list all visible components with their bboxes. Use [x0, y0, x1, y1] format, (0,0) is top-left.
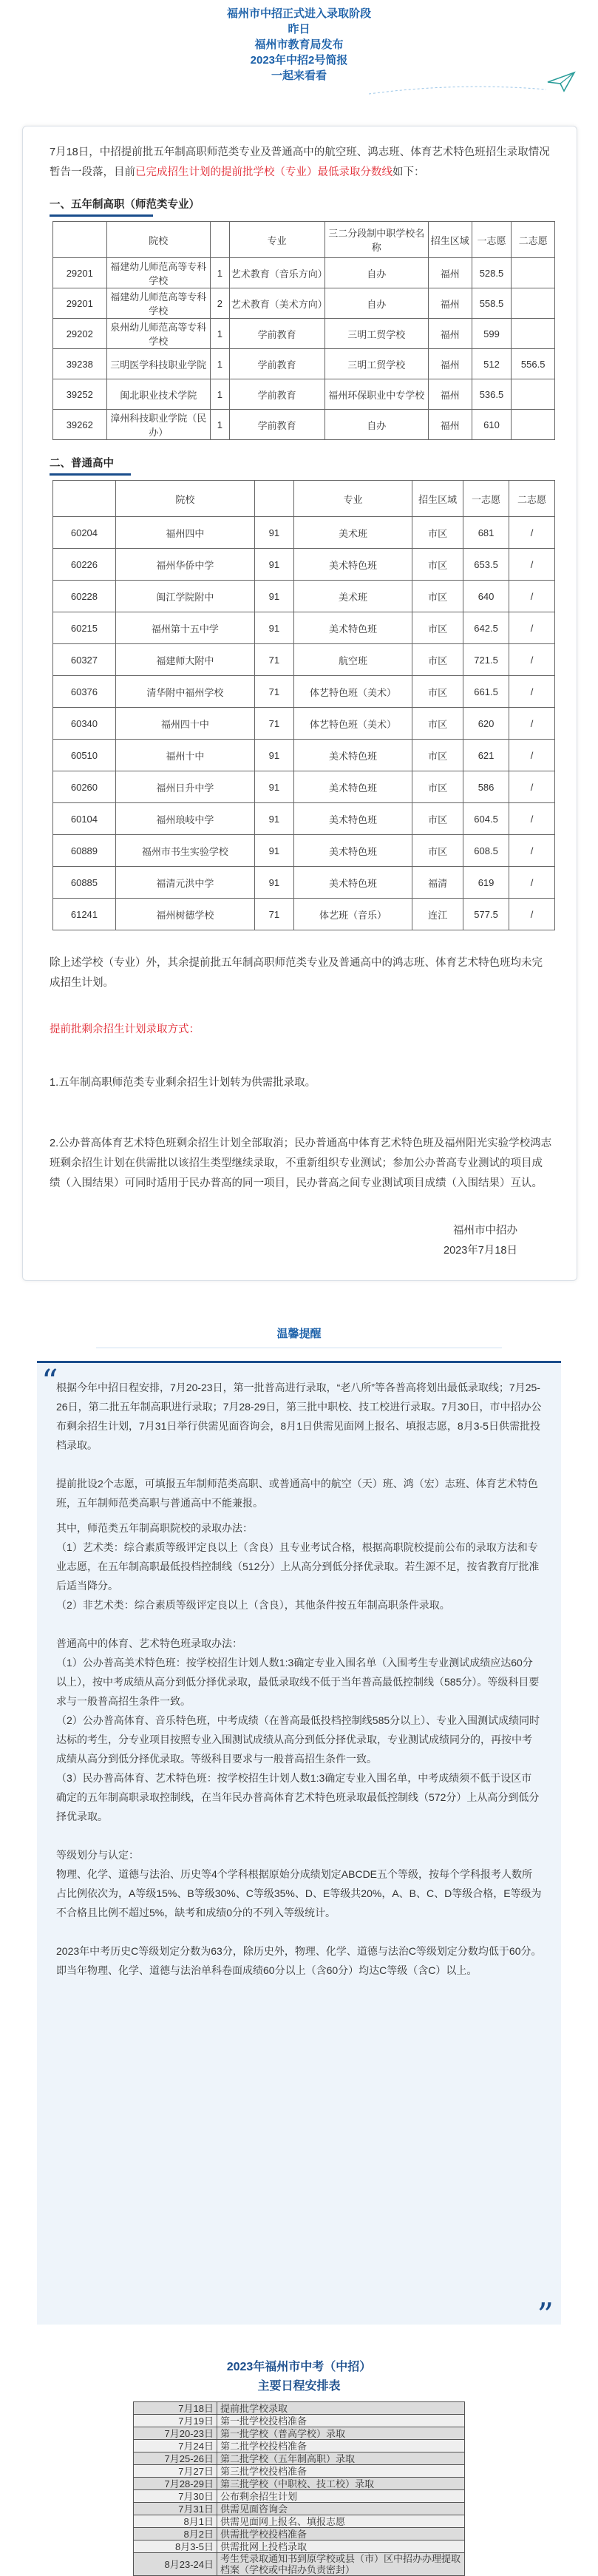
schedule-subtitle: 主要日程安排表 [257, 2380, 341, 2393]
table-cell: 39262 [53, 410, 107, 440]
table-cell: 586 [463, 771, 509, 803]
table-cell [512, 410, 555, 440]
table-cell: 闽北职业技术学院 [106, 379, 210, 410]
table-cell [512, 379, 555, 410]
schedule-event: 供需见面咨询会 [217, 2503, 465, 2515]
table-cell: 619 [463, 867, 509, 899]
schedule-event: 供需批网上投档录取 [217, 2540, 465, 2553]
schedule-row [134, 2478, 465, 2490]
table-cell: 661.5 [463, 676, 509, 708]
table-cell: 29201 [53, 288, 107, 319]
table-cell: 91 [254, 581, 293, 612]
table-cell: 美术特色班 [293, 803, 412, 835]
schedule-table [133, 2401, 465, 2576]
table-cell: / [509, 708, 555, 740]
tips-paragraph-2: 提前批设2个志愿，可填报五年制师范类高职、或普通高中的航空（天）班、鸿（宏）志班、体育艺术特色班，五年制师范类高职与普通高中不能兼报。 [56, 1478, 538, 1509]
table-cell: 艺术教育（美术方向） [229, 288, 325, 319]
table-cell: / [509, 581, 555, 612]
table-cell: 91 [254, 771, 293, 803]
remaining-item-2: 2.公办普高体育艺术特色班剩余招生计划全部取消；民办普通高中体育艺术特色班及福州阳光实验学校鸿志班剩余招生计划在供需批以该招生类型继续录取，不重新组织专业测试；参加公办普高专业测试的项目成绩（入围结果）可同时适用于民办普高的同一项目，民办普高之间专业测试项目成绩（入围结果）互认。 [50, 1137, 552, 1189]
schedule-date: 7月20-23日 [134, 2427, 217, 2440]
tips-highschool-2: （2）公办普高体育、音乐特色班，中考成绩（在普高最低投档控制线585分以上）、专业入围测试成绩同时达标的考生，分专业项目按照专业入围测试成绩从高分到低分择优录取，专业测试成绩同分的，再按中考成绩从高分到低分择优录取。等级科目要求与一般普高招生条件一致。 [56, 1714, 540, 1765]
table-cell: 681 [463, 517, 509, 549]
high-school-table [52, 480, 555, 930]
table-cell: 连江 [412, 899, 463, 930]
tips-subtitle-vocational: 其中，师范类五年制高职院校的录取办法： [56, 1522, 253, 1534]
table-cell: 三明医学科技职业学院 [106, 349, 210, 379]
table-cell: 市区 [412, 581, 463, 612]
schedule-row [134, 2402, 465, 2415]
table-cell: 71 [254, 708, 293, 740]
signature-org: 福州市中招办 [453, 1225, 517, 1237]
table-cell: 1 [211, 319, 230, 349]
table-cell: 美术特色班 [293, 740, 412, 771]
table-header-cell [254, 481, 293, 517]
table-header-cell: 院校 [106, 222, 210, 258]
intro-text: 7月18日，中招提前批五年制高职师范类专业及普通高中的航空班、鸿志班、体育艺术特色班招生录取情况暂告一段落，目前 [50, 146, 550, 178]
table-row [53, 379, 555, 410]
schedule-row [134, 2427, 465, 2440]
plane-trail-decoration [369, 85, 546, 95]
paper-plane-icon [546, 70, 576, 92]
table-cell: 学前教育 [229, 319, 325, 349]
schedule-title: 2023年福州市中考（中招） [226, 2361, 372, 2373]
tips-vocational-art: （1）艺术类：综合素质等级评定良以上（含良）且专业考试合格，根据高职院校提前公布的录取方法和专业志愿，在五年制高职最低投档控制线（512分）上从高分到低分择优录取。若生源不足，按省教育厅批准后适当降分。 [56, 1541, 540, 1592]
table-cell: 653.5 [463, 549, 509, 581]
table-cell: 29201 [53, 258, 107, 288]
table-cell: 599 [472, 319, 512, 349]
tips-highschool-1: （1）公办普高美术特色班：按学校招生计划人数1:3确定专业入围名单（入围考生专业测试成绩应达60分以上），按中考成绩从高分到低分择优录取，最低录取线不低于当年普高最低控制线（585分）。等级科目要求与一般普高招生条件一致。 [56, 1657, 540, 1707]
schedule-row [134, 2553, 465, 2576]
table-cell: 市区 [412, 835, 463, 867]
table-cell: 91 [254, 803, 293, 835]
table-cell: 2 [211, 288, 230, 319]
table-cell: 91 [254, 835, 293, 867]
table-cell: 91 [254, 549, 293, 581]
table-cell: 71 [254, 676, 293, 708]
table-cell: 航空班 [293, 644, 412, 676]
signature-date: 2023年7月18日 [444, 1245, 517, 1257]
table-cell [512, 258, 555, 288]
table-cell: 39252 [53, 379, 107, 410]
tips-box [37, 1361, 561, 2334]
schedule-event: 第三批学校投档准备 [217, 2465, 465, 2478]
table-cell: 39238 [53, 349, 107, 379]
table-cell: 体艺特色班（美术） [293, 676, 412, 708]
table-row [53, 676, 555, 708]
tips-subtitle-grades: 等级划分与认定： [56, 1849, 139, 1861]
table-cell: 29202 [53, 319, 107, 349]
schedule-date: 7月30日 [134, 2490, 217, 2503]
announcement-card [22, 126, 577, 1281]
table-cell: 621 [463, 740, 509, 771]
header-line-3: 福州市教育局发布 [254, 38, 344, 51]
table-cell: 自办 [325, 288, 428, 319]
table-cell: 91 [254, 517, 293, 549]
table-cell: / [509, 899, 555, 930]
table-header-cell: 院校 [115, 481, 254, 517]
table-cell: 美术特色班 [293, 867, 412, 899]
table-cell: 福州琅岐中学 [115, 803, 254, 835]
table-cell: 体艺班（音乐） [293, 899, 412, 930]
schedule-row [134, 2503, 465, 2515]
table-cell: 市区 [412, 771, 463, 803]
tips-title: 温馨提醒 [276, 1328, 322, 1340]
table-cell: 福州 [429, 379, 472, 410]
table-cell: 60204 [53, 517, 116, 549]
table-row [53, 708, 555, 740]
schedule-date: 7月18日 [134, 2402, 217, 2415]
table-cell: 福州四中 [115, 517, 254, 549]
table-cell: 620 [463, 708, 509, 740]
schedule-event: 第二批学校投档准备 [217, 2440, 465, 2452]
table-cell: 福州 [429, 349, 472, 379]
table-cell: 1 [211, 349, 230, 379]
table-header-cell: 专业 [293, 481, 412, 517]
table-cell: 清华附中福州学校 [115, 676, 254, 708]
table-cell: 60104 [53, 803, 116, 835]
table-cell: 福州日升中学 [115, 771, 254, 803]
table-cell: 福州树德学校 [115, 899, 254, 930]
schedule-event: 公布剩余招生计划 [217, 2490, 465, 2503]
table-cell: 60215 [53, 612, 116, 644]
table-cell: 美术特色班 [293, 549, 412, 581]
schedule-event: 提前批学校录取 [217, 2402, 465, 2415]
table-cell: / [509, 835, 555, 867]
table-cell: 721.5 [463, 644, 509, 676]
table-cell: 福州第十五中学 [115, 612, 254, 644]
table-cell: 市区 [412, 708, 463, 740]
table-row [53, 349, 555, 379]
schedule-date: 8月1日 [134, 2515, 217, 2528]
table-cell: / [509, 549, 555, 581]
table-row [53, 288, 555, 319]
table-cell: 福州十中 [115, 740, 254, 771]
table-cell: / [509, 803, 555, 835]
schedule-row [134, 2540, 465, 2553]
table-cell: 体艺特色班（美术） [293, 708, 412, 740]
table-row [53, 771, 555, 803]
table-cell: 60376 [53, 676, 116, 708]
table-row [53, 517, 555, 549]
table-header-cell [53, 481, 116, 517]
section1-underline [50, 214, 153, 217]
table-cell: / [509, 676, 555, 708]
table-row [53, 899, 555, 930]
tips-grades: 物理、化学、道德与法治、历史等4个学科根据原始分成绩划定ABCDE五个等级，按每个学科报考人数所占比例依次为，A等级15%、B等级30%、C等级35%、D、E等级共20%，A、B、C、D等级合格，E等级为不合格且比例不超过5%，缺考和成绩0分的不列入等级统计。 [56, 1868, 542, 1919]
table-header-cell: 二志愿 [512, 222, 555, 258]
table-cell: 福州环保职业中专学校 [325, 379, 428, 410]
table-cell: 558.5 [472, 288, 512, 319]
table-cell: 60885 [53, 867, 116, 899]
table-row [53, 740, 555, 771]
table-row [53, 644, 555, 676]
table-cell: 604.5 [463, 803, 509, 835]
table-cell: 556.5 [512, 349, 555, 379]
table-cell: 60260 [53, 771, 116, 803]
table-cell [512, 319, 555, 349]
table-header-cell: 一志愿 [463, 481, 509, 517]
table-header-cell: 二志愿 [509, 481, 555, 517]
table-header-cell: 一志愿 [472, 222, 512, 258]
table-cell: 61241 [53, 899, 116, 930]
table-cell: 60889 [53, 835, 116, 867]
table-header-cell: 专业 [229, 222, 325, 258]
schedule-title-block [0, 2358, 598, 2396]
tips-paragraph-1: 根据今年中招日程安排，7月20-23日，第一批普高进行录取，“老八所”等各普高将划出最低录取线；7月25-26日，第二批五年制高职进行录取；7月28-29日，第三批中职校、技工校进行录取。7月30日，市中招办公布剩余招生计划，7月31日举行供需见面咨询会，8月1日供需见面网上报名、填报志愿，8月3-5日供需批投档录取。 [56, 1382, 542, 1451]
table-cell: / [509, 771, 555, 803]
table-cell: 福建幼儿师范高等专科学校 [106, 258, 210, 288]
table-row [53, 835, 555, 867]
section2-underline [50, 473, 131, 476]
table-cell: 608.5 [463, 835, 509, 867]
schedule-event: 第三批学校（中职校、技工校）录取 [217, 2478, 465, 2490]
table-cell: 自办 [325, 258, 428, 288]
remaining-title: 提前批剩余招生计划录取方式： [50, 1024, 200, 1035]
table-cell: 自办 [325, 410, 428, 440]
schedule-row [134, 2490, 465, 2503]
table-cell: 福州四十中 [115, 708, 254, 740]
table-cell: 福州 [429, 319, 472, 349]
table-cell: 福建师大附中 [115, 644, 254, 676]
schedule-date: 7月28-29日 [134, 2478, 217, 2490]
table-cell: 642.5 [463, 612, 509, 644]
schedule-date: 7月24日 [134, 2440, 217, 2452]
table-cell: / [509, 740, 555, 771]
table-cell: 市区 [412, 517, 463, 549]
table-cell: 福州 [429, 410, 472, 440]
section2-title: 二、普通高中 [50, 458, 114, 470]
table-cell: 91 [254, 612, 293, 644]
schedule-date: 7月25-26日 [134, 2452, 217, 2465]
table-cell: 1 [211, 258, 230, 288]
schedule-date: 8月3-5日 [134, 2540, 217, 2553]
table-cell: 60228 [53, 581, 116, 612]
table-row [53, 612, 555, 644]
table-cell: 610 [472, 410, 512, 440]
schedule-row [134, 2415, 465, 2427]
table-row [53, 803, 555, 835]
tips-history: 2023年中考历史C等级划定分数为63分，除历史外，物理、化学、道德与法治C等级划定分数均低于60分。即当年物理、化学、道德与法治单科卷面成绩60分以上（含60分）均达C等级（含C）以上。 [56, 1945, 542, 1976]
table-row [53, 867, 555, 899]
table-header-cell: 三二分段制中职学校名称 [325, 222, 428, 258]
table-cell: / [509, 517, 555, 549]
table-cell: 市区 [412, 549, 463, 581]
table-cell: 71 [254, 644, 293, 676]
table-cell: 闽江学院附中 [115, 581, 254, 612]
table-cell: 577.5 [463, 899, 509, 930]
schedule-row [134, 2528, 465, 2540]
header-line-4: 2023年中招2号简报 [250, 54, 348, 67]
tips-highschool-3: （3）民办普高体育、艺术特色班：按学校招生计划人数1:3确定专业入围名单，中考成绩须不低于设区市确定的五年制高职录取控制线，在当年民办普高体育艺术特色班录取最低控制线（572分）上从高分到低分择优录取。 [56, 1772, 540, 1822]
table-cell: 福州 [429, 258, 472, 288]
table-cell: 学前教育 [229, 379, 325, 410]
header-line-1: 福州市中招正式进入录取阶段 [226, 7, 371, 20]
table-cell: 60327 [53, 644, 116, 676]
table-cell: 泉州幼儿师范高等专科学校 [106, 319, 210, 349]
schedule-event: 第一批学校投档准备 [217, 2415, 465, 2427]
signature-block [444, 1221, 517, 1261]
table-row [53, 410, 555, 440]
table-cell: 美术特色班 [293, 771, 412, 803]
schedule-date: 7月31日 [134, 2503, 217, 2515]
table-cell: 学前教育 [229, 410, 325, 440]
section1-title: 一、五年制高职（师范类专业） [50, 199, 200, 211]
table-cell: 福州市书生实验学校 [115, 835, 254, 867]
table-cell: 91 [254, 740, 293, 771]
table-cell: 512 [472, 349, 512, 379]
table-cell: 福清 [412, 867, 463, 899]
table-cell: 三明工贸学校 [325, 349, 428, 379]
table-cell: 536.5 [472, 379, 512, 410]
table-cell: 60340 [53, 708, 116, 740]
table-cell: 美术特色班 [293, 612, 412, 644]
table-header-cell [53, 222, 107, 258]
table-header-cell: 招生区域 [412, 481, 463, 517]
table-cell: 三明工贸学校 [325, 319, 428, 349]
table-cell: 市区 [412, 676, 463, 708]
table-cell: 1 [211, 379, 230, 410]
table-cell: 美术特色班 [293, 835, 412, 867]
table-cell: 71 [254, 899, 293, 930]
table-cell: / [509, 867, 555, 899]
schedule-event: 供需见面网上报名、填报志愿 [217, 2515, 465, 2528]
table-header-cell [211, 222, 230, 258]
table-row [53, 258, 555, 288]
table-cell: 60226 [53, 549, 116, 581]
intro-paragraph [50, 143, 556, 183]
open-quote-icon: “ [41, 1363, 58, 1401]
table-cell: 福州华侨中学 [115, 549, 254, 581]
table-cell: 市区 [412, 803, 463, 835]
table-cell: 美术班 [293, 517, 412, 549]
schedule-row [134, 2452, 465, 2465]
schedule-date: 8月23-24日 [134, 2553, 217, 2576]
header-line-5: 一起来看看 [271, 70, 327, 82]
schedule-event: 考生凭录取通知书到原学校或县（市）区中招办办理提取档案（学校或中招办负责密封） [217, 2553, 465, 2576]
table-cell: 学前教育 [229, 349, 325, 379]
table-cell: 1 [211, 410, 230, 440]
schedule-row [134, 2440, 465, 2452]
schedule-event: 第二批学校（五年制高职）录取 [217, 2452, 465, 2465]
schedule-event: 第一批学校（普高学校）录取 [217, 2427, 465, 2440]
after-table-text: 除上述学校（专业）外，其余提前批五年制高职师范类专业及普通高中的鸿志班、体育艺术特色班均未完成招生计划。 [50, 957, 543, 989]
schedule-date: 8月2日 [134, 2528, 217, 2540]
table-cell: / [509, 644, 555, 676]
schedule-row [134, 2465, 465, 2478]
header-line-2: 昨日 [288, 23, 310, 36]
table-cell: 市区 [412, 612, 463, 644]
table-row [53, 549, 555, 581]
table-cell: 漳州科技职业学院（民办） [106, 410, 210, 440]
table-header-cell: 招生区域 [429, 222, 472, 258]
table-cell: 美术班 [293, 581, 412, 612]
table-cell: 91 [254, 867, 293, 899]
tips-subtitle-highschool: 普通高中的体育、艺术特色班录取办法： [56, 1637, 242, 1649]
schedule-date: 7月27日 [134, 2465, 217, 2478]
table-cell: 艺术教育（音乐方向） [229, 258, 325, 288]
table-cell: 福州 [429, 288, 472, 319]
intro-highlight: 已完成招生计划的提前批学校（专业）最低录取分数线 [135, 166, 393, 178]
vocational-table [52, 221, 555, 440]
schedule-event: 供需批学校投档准备 [217, 2528, 465, 2540]
remaining-item-1: 1.五年制高职师范类专业剩余招生计划转为供需批录取。 [50, 1077, 316, 1089]
table-cell: 福清元洪中学 [115, 867, 254, 899]
close-quote-icon: ” [537, 2296, 554, 2334]
table-row [53, 581, 555, 612]
table-cell: 市区 [412, 644, 463, 676]
table-cell: 福建幼儿师范高等专科学校 [106, 288, 210, 319]
tips-vocational-nonart: （2）非艺术类：综合素质等级评定良以上（含良），其他条件按五年制高职条件录取。 [56, 1599, 450, 1611]
intro-suffix: 如下： [393, 166, 425, 178]
schedule-date: 7月19日 [134, 2415, 217, 2427]
table-cell: 528.5 [472, 258, 512, 288]
table-cell: / [509, 612, 555, 644]
table-cell: 640 [463, 581, 509, 612]
table-row [53, 319, 555, 349]
table-cell: 市区 [412, 740, 463, 771]
schedule-row [134, 2515, 465, 2528]
table-cell [512, 288, 555, 319]
table-cell: 60510 [53, 740, 116, 771]
